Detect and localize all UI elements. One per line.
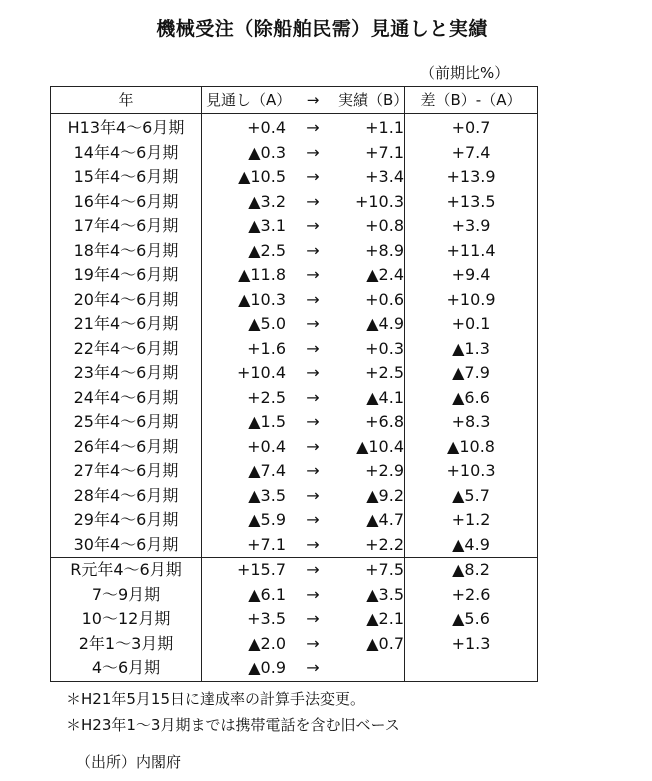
arrow-cell: → xyxy=(306,289,320,309)
year-cell: 18年4～6月期 xyxy=(51,239,202,264)
note-calculation-change: ＊H21年5月15日に達成率の計算手法変更。 xyxy=(66,690,365,708)
arrow-cell: → xyxy=(306,363,320,382)
diff-cell: ▲5.6 xyxy=(405,607,538,632)
actual-cell: ▲0.7 xyxy=(366,633,404,653)
year-cell: 17年4～6月期 xyxy=(51,214,202,239)
year-cell: 14年4～6月期 xyxy=(51,141,202,166)
diff-cell: +9.4 xyxy=(405,263,538,288)
table-header-row xyxy=(51,87,538,114)
arrow-cell: → xyxy=(306,584,320,604)
diff-cell: ▲1.3 xyxy=(405,337,538,362)
actual-cell: ▲2.1 xyxy=(366,609,404,628)
year-cell: 19年4～6月期 xyxy=(51,263,202,288)
arrow-cell: → xyxy=(306,338,320,358)
forecast-cell: ▲0.3 xyxy=(248,142,286,162)
header-year: 年 xyxy=(51,87,202,114)
table-row xyxy=(51,263,538,288)
note-old-base: ＊H23年1～3月期までは携帯電話を含む旧ベース xyxy=(66,716,400,734)
arrow-cell: → xyxy=(306,142,320,162)
forecast-cell: ▲3.1 xyxy=(248,216,286,235)
year-cell: 24年4～6月期 xyxy=(51,386,202,411)
diff-cell: ▲4.9 xyxy=(405,533,538,558)
year-cell: 23年4～6月期 xyxy=(51,361,202,386)
table-row xyxy=(51,632,538,657)
table-row xyxy=(51,361,538,386)
diff-cell: +7.4 xyxy=(405,141,538,166)
forecast-cell: +7.1 xyxy=(247,534,286,554)
table-row xyxy=(51,583,538,608)
arrow-cell: → xyxy=(306,216,320,235)
year-cell: 20年4～6月期 xyxy=(51,288,202,313)
year-cell: 29年4～6月期 xyxy=(51,508,202,533)
forecast-cell: ▲5.9 xyxy=(248,510,286,529)
table-row xyxy=(51,459,538,484)
arrow-cell: → xyxy=(306,191,320,211)
forecast-cell: +15.7 xyxy=(202,558,289,583)
arrow-cell: → xyxy=(306,240,320,260)
table-row xyxy=(51,410,538,435)
forecast-cell: ▲7.4 xyxy=(248,461,286,480)
arrow-cell: → xyxy=(306,658,320,677)
machinery-orders-table xyxy=(50,86,538,682)
table-row xyxy=(51,190,538,215)
actual-cell: +10.3 xyxy=(354,191,404,211)
table-row xyxy=(51,141,538,166)
year-cell: 26年4～6月期 xyxy=(51,435,202,460)
table-row xyxy=(51,114,538,141)
year-cell: 22年4～6月期 xyxy=(51,337,202,362)
arrow-cell: → xyxy=(306,387,320,407)
table-row xyxy=(51,533,538,558)
table-row xyxy=(51,484,538,509)
diff-cell: ▲8.2 xyxy=(405,558,538,583)
forecast-cell: +2.5 xyxy=(247,387,286,407)
actual-cell: ▲4.7 xyxy=(366,510,404,529)
forecast-cell: ▲11.8 xyxy=(238,265,286,284)
diff-cell: +1.3 xyxy=(405,632,538,657)
forecast-cell: ▲2.5 xyxy=(248,240,286,260)
unit-note: （前期比%） xyxy=(420,64,510,82)
table-row xyxy=(51,435,538,460)
diff-cell: +2.6 xyxy=(405,583,538,608)
actual-cell: +2.5 xyxy=(365,363,404,382)
arrow-cell: → xyxy=(288,558,338,583)
arrow-cell: → xyxy=(306,633,320,653)
actual-cell: ▲2.4 xyxy=(366,265,404,284)
year-cell: 30年4～6月期 xyxy=(51,533,202,558)
table-row xyxy=(51,558,538,583)
diff-cell: ▲5.7 xyxy=(405,484,538,509)
year-cell: 27年4～6月期 xyxy=(51,459,202,484)
arrow-cell: → xyxy=(306,436,320,456)
arrow-cell: → xyxy=(306,534,320,554)
actual-cell: +7.1 xyxy=(365,142,404,162)
table-row xyxy=(51,337,538,362)
year-cell: 25年4～6月期 xyxy=(51,410,202,435)
year-cell: 4～6月期 xyxy=(51,656,202,681)
diff-cell: +1.2 xyxy=(405,508,538,533)
year-cell: 21年4～6月期 xyxy=(51,312,202,337)
diff-cell: +0.7 xyxy=(405,114,538,141)
year-cell: H13年4～6月期 xyxy=(51,114,202,141)
actual-cell: ▲9.2 xyxy=(366,485,404,505)
diff-cell xyxy=(405,656,538,681)
header-arrow: → xyxy=(288,87,338,114)
source-note: （出所）内閣府 xyxy=(76,753,182,771)
actual-cell: +0.6 xyxy=(365,289,404,309)
forecast-cell: ▲10.3 xyxy=(238,289,286,309)
table-row xyxy=(51,386,538,411)
forecast-cell: ▲2.0 xyxy=(248,633,286,653)
forecast-cell: ▲6.1 xyxy=(248,584,286,604)
header-diff: 差（B）-（A） xyxy=(405,87,538,114)
diff-cell: +10.9 xyxy=(405,288,538,313)
table-row xyxy=(51,508,538,533)
table-body xyxy=(51,114,538,682)
actual-cell: +3.4 xyxy=(365,167,404,186)
arrow-cell: → xyxy=(306,609,320,628)
forecast-cell: ▲10.5 xyxy=(238,167,286,186)
arrow-cell: → xyxy=(306,461,320,480)
actual-cell: +8.9 xyxy=(365,240,404,260)
table-row xyxy=(51,239,538,264)
diff-cell: +13.5 xyxy=(405,190,538,215)
actual-cell: +0.8 xyxy=(365,216,404,235)
diff-cell: +8.3 xyxy=(405,410,538,435)
year-cell: 2年1～3月期 xyxy=(51,632,202,657)
forecast-cell: ▲5.0 xyxy=(248,314,286,333)
arrow-cell: → xyxy=(306,510,320,529)
year-cell: 15年4～6月期 xyxy=(51,165,202,190)
table-row xyxy=(51,214,538,239)
forecast-cell: ▲3.5 xyxy=(248,485,286,505)
arrow-cell: → xyxy=(306,485,320,505)
diff-cell: ▲6.6 xyxy=(405,386,538,411)
year-cell: R元年4～6月期 xyxy=(51,558,202,583)
diff-cell: +0.1 xyxy=(405,312,538,337)
header-actual: 実績（B） xyxy=(338,87,405,114)
arrow-cell: → xyxy=(306,118,320,137)
page-title: 機械受注（除船舶民需）見通しと実績 xyxy=(156,18,488,40)
forecast-cell: +0.4 xyxy=(247,118,286,137)
table-row xyxy=(51,656,538,681)
year-cell: 16年4～6月期 xyxy=(51,190,202,215)
forecast-cell: +3.5 xyxy=(247,609,286,628)
actual-cell: +7.5 xyxy=(338,558,405,583)
actual-cell: +2.2 xyxy=(365,534,404,554)
actual-cell: +2.9 xyxy=(365,461,404,480)
forecast-cell: +10.4 xyxy=(236,363,286,382)
actual-cell: +6.8 xyxy=(365,412,404,431)
diff-cell: ▲7.9 xyxy=(405,361,538,386)
forecast-cell: ▲0.9 xyxy=(248,658,286,677)
actual-cell xyxy=(338,656,405,681)
actual-cell: ▲4.1 xyxy=(366,387,404,407)
year-cell: 10～12月期 xyxy=(51,607,202,632)
year-cell: 28年4～6月期 xyxy=(51,484,202,509)
forecast-cell: ▲1.5 xyxy=(248,412,286,431)
arrow-cell: → xyxy=(306,265,320,284)
forecast-cell: +1.6 xyxy=(247,338,286,358)
actual-cell: +1.1 xyxy=(365,118,404,137)
diff-cell: +3.9 xyxy=(405,214,538,239)
diff-cell: +11.4 xyxy=(405,239,538,264)
actual-cell: ▲3.5 xyxy=(366,584,404,604)
diff-cell: +13.9 xyxy=(405,165,538,190)
actual-cell: ▲4.9 xyxy=(366,314,404,333)
arrow-cell: → xyxy=(306,314,320,333)
table-row xyxy=(51,165,538,190)
table-row xyxy=(51,607,538,632)
arrow-cell: → xyxy=(306,167,320,186)
year-cell: 7～9月期 xyxy=(51,583,202,608)
forecast-cell: ▲3.2 xyxy=(248,191,286,211)
actual-cell: +0.3 xyxy=(365,338,404,358)
table-row xyxy=(51,288,538,313)
diff-cell: ▲10.8 xyxy=(405,435,538,460)
header-forecast: 見通し（A） xyxy=(202,87,289,114)
forecast-cell: +0.4 xyxy=(247,436,286,456)
table-row xyxy=(51,312,538,337)
arrow-cell: → xyxy=(306,412,320,431)
actual-cell: ▲10.4 xyxy=(356,436,404,456)
diff-cell: +10.3 xyxy=(405,459,538,484)
